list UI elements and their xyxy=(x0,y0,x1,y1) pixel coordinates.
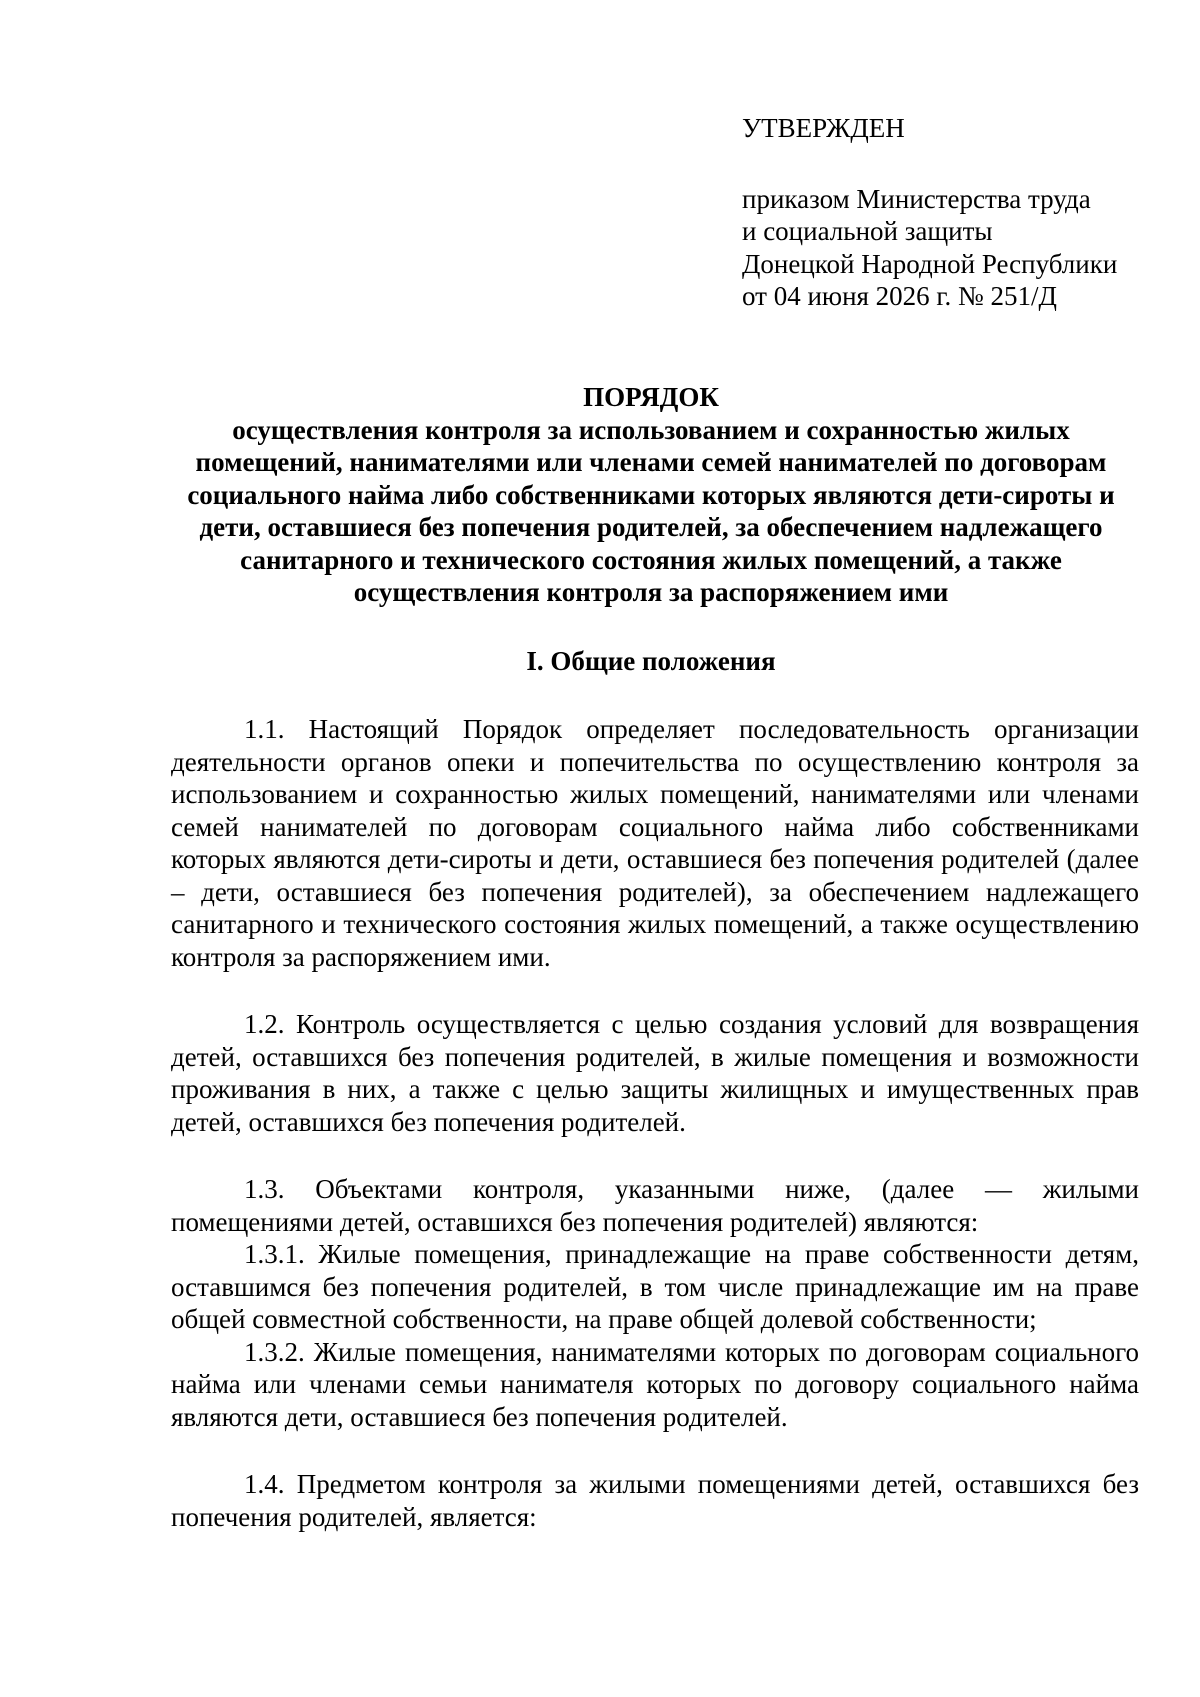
approval-line: и социальной защиты xyxy=(742,216,993,246)
paragraph-1-1: 1.1. Настоящий Порядок определяет последовательность организации деятельности органов опеки и попечительства по осуществлению контроля за использованием и сохранностью жилых помещений, нанимателями или членами семей нанимателей по договорам социального найма либо собственниками которых являются дети-сироты и дети, оставшиеся без попечения родителей (далее – дети, оставшиеся без попечения родителей), за обеспечением надлежащего санитарного и технического состояния жилых помещений, а также осуществлению контроля за распоряжением ими. xyxy=(171,714,1139,972)
document-title: ПОРЯДОК xyxy=(583,382,719,412)
paragraph-1-4: 1.4. Предметом контроля за жилыми помещениями детей, оставшихся без попечения родителей, является: xyxy=(171,1469,1139,1532)
paragraph-1-3-1: 1.3.1. Жилые помещения, принадлежащие на праве собственности детям, оставшимся без попечения родителей, в том числе принадлежащие им на праве общей совместной собственности, на праве общей долевой собственности; xyxy=(171,1239,1139,1334)
paragraph-1-3-2: 1.3.2. Жилые помещения, нанимателями которых по договорам социального найма или членами семьи нанимателя которых по договору социального найма являются дети, оставшиеся без попечения родителей. xyxy=(171,1336,1139,1432)
document-subtitle: осуществления контроля за использованием и сохранностью жилых помещений, нанимателями или членами семей нанимателей по договорам социального найма либо собственниками которых являются дети-сироты и дети, оставшиеся без попечения родителей, за обеспечением надлежащего санитарного и технического состояния жилых помещений, а также осуществления контроля за распоряжением ими xyxy=(187,414,1115,607)
paragraph-1-2: 1.2. Контроль осуществляется с целью создания условий для возвращения детей, оставшихся без попечения родителей, в жилые помещения и возможности проживания в них, а также с целью защиты жилищных и имущественных прав детей, оставшихся без попечения родителей. xyxy=(171,1009,1139,1137)
document-body xyxy=(171,713,1139,1533)
approval-line: приказом Министерства труда xyxy=(742,183,1091,214)
section-heading: I. Общие положения xyxy=(526,646,776,676)
approval-title: УТВЕРЖДЕН xyxy=(742,113,905,143)
approval-line: от 04 июня 2026 г. № 251/Д xyxy=(742,281,1057,311)
approval-line: Донецкой Народной Республики xyxy=(742,248,1118,279)
document-title-block xyxy=(158,381,1144,609)
paragraph-1-3: 1.3. Объектами контроля, указанными ниже, (далее — жилыми помещениями детей, оставшихся без попечения родителей) являются: xyxy=(171,1174,1139,1237)
approval-stamp xyxy=(742,112,1162,313)
